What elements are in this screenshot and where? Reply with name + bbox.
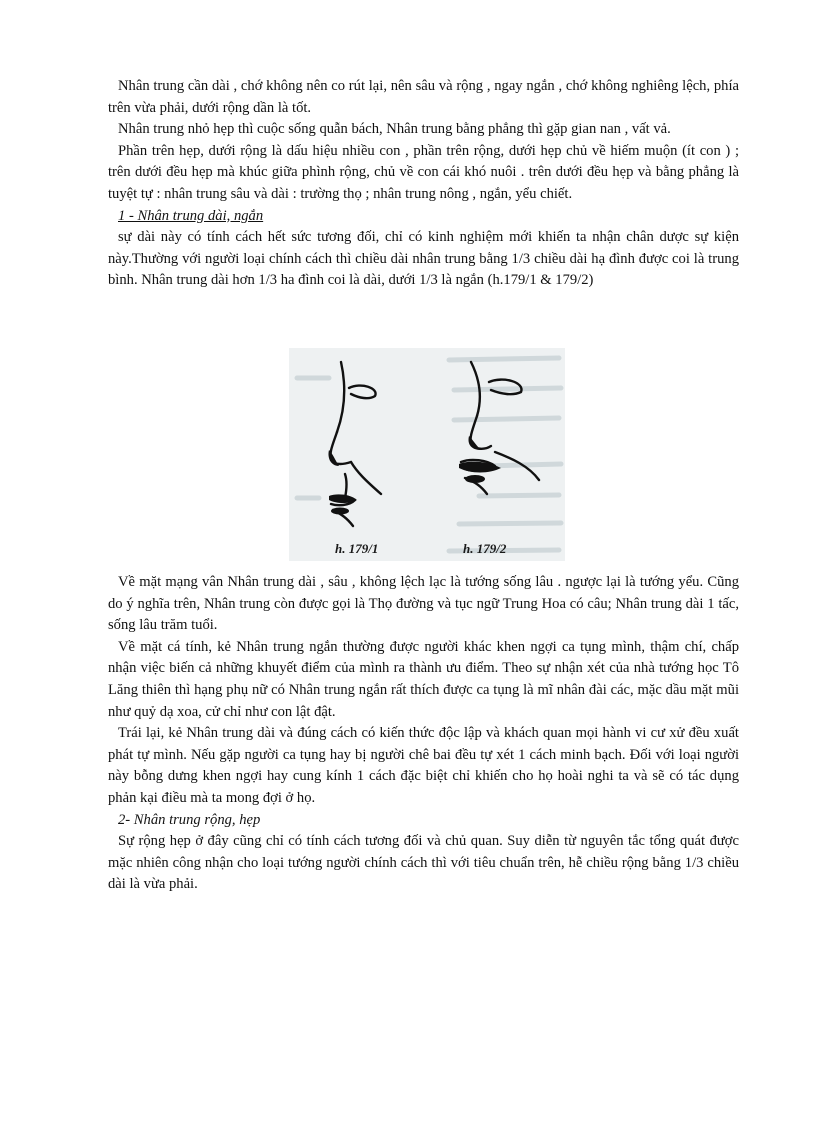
section-heading-2: 2- Nhân trung rộng, hẹp <box>118 811 261 828</box>
text-block-bottom <box>108 572 739 896</box>
profile-short-philtrum <box>461 362 539 494</box>
figure-nose-profiles <box>289 348 565 561</box>
paragraph-8: Sự rộng hẹp ở đây cũng chỉ có tính cách tương đối và chủ quan. Suy diễn từ nguyên tắc tổng quát được mặc nhiên công nhận cho loại tướng người chính cách thì với tiêu chuẩn trên, hễ chiều rộng bằng 1/3 chiều dài là vừa phải. <box>108 833 739 893</box>
caption-left: h. 179/1 <box>335 541 379 556</box>
paragraph-3: Phần trên hẹp, dưới rộng là dấu hiệu nhiều con , phần trên rộng, dưới hẹp chủ về hiếm muộn (ít con ) ; trên dưới đều hẹp mà khúc giữa phình rộng, chủ về con cái khó nuôi . trên dưới đều hẹp và bằng phẳng là tuyệt tự : nhân trung sâu và dài : trường thọ ; nhân trung nông , ngắn, yểu chiết. <box>108 142 739 202</box>
paragraph-6: Về mặt cá tính, kẻ Nhân trung ngắn thường được người khác khen ngợi ca tụng mình, thậm chí, chấp nhận việc biến cả những khuyết điểm của mình ra thành ưu điểm. Theo sự nhận xét của nhà tướng học Tô Lăng thiên thì hạng phụ nữ có Nhân trung ngắn rất thích được ca tụng là mĩ nhân đài các, mặc dầu mặt mũi như quỷ dạ xoa, cử chỉ như con lật đật. <box>108 638 739 720</box>
paragraph-4: sự dài này có tính cách hết sức tương đối, chỉ có kinh nghiệm mới khiến ta nhận chân dược sự kiện này.Thường với người loại chính cách thì chiều dài nhân trung bằng 1/3 chiều dài hạ đình được coi là trung bình. Nhân trung dài hơn 1/3 ha đình coi là dài, dưới 1/3 là ngắn (h.179/1 & 179/2) <box>108 229 739 289</box>
caption-right: h. 179/2 <box>463 541 507 556</box>
figure-illustration <box>289 348 565 561</box>
section-heading-1: 1 - Nhân trung dài, ngắn <box>118 207 264 224</box>
paragraph-5: Về mặt mạng vân Nhân trung dài , sâu , không lệch lạc là tướng sống lâu . ngược lại là tướng yểu. Cũng do ý nghĩa trên, Nhân trung còn được gọi là Thọ đường và tục ngữ Trung Hoa có câu; Nhân trung dài 1 tấc, sống lâu trăm tuổi. <box>108 574 739 634</box>
paragraph-2: Nhân trung nhỏ hẹp thì cuộc sống quẫn bách, Nhân trung bằng phẳng thì gặp gian nan , vất vả. <box>118 121 671 138</box>
text-block-top <box>108 76 739 292</box>
paragraph-7: Trái lại, kẻ Nhân trung dài và đúng cách có kiến thức độc lập và khách quan mọi hành vi cư xử đều xuất phát tự mình. Nếu gặp người ca tụng hay bị người chê bai đều tự xét 1 cách minh bạch. Đối với loại người này bỗng dưng khen ngợi hay cung kính 1 cách đặc biệt chỉ khiến cho họ hoài nghi ta và sẽ có tác dụng phản kại điều mà ta mong đợi ở họ. <box>108 725 739 806</box>
paragraph-1: Nhân trung cần dài , chớ không nên co rút lại, nên sâu và rộng , ngay ngắn , chớ không nghiêng lệch, phía trên vừa phải, dưới rộng dần là tốt. <box>108 78 739 116</box>
